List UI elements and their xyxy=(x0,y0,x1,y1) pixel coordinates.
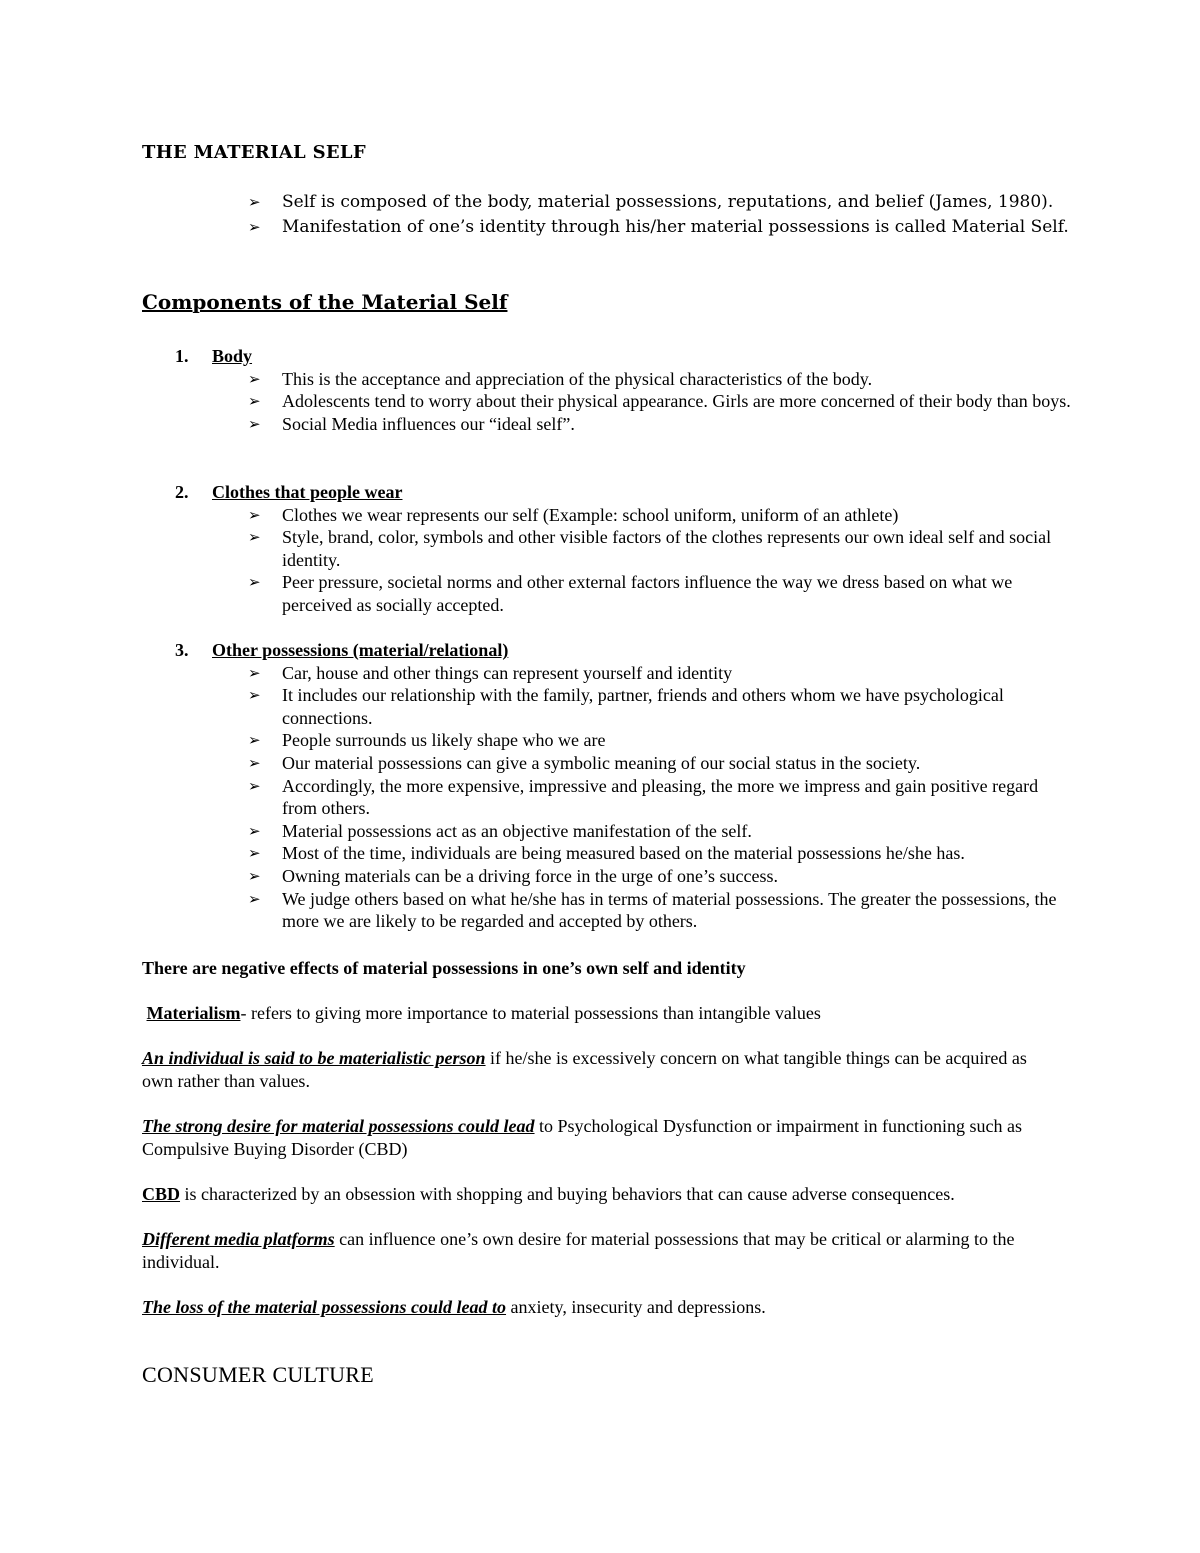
arrowhead-bullet-icon: ➢ xyxy=(248,686,261,705)
list-item: ➢ Most of the time, individuals are being measured based on the material possessions he/she has. xyxy=(248,843,965,864)
media-paragraph: Different media platforms can influence one’s own desire for material possessions that may be critical or alarming to the individual. xyxy=(142,1229,1015,1272)
list-item: ➢ This is the acceptance and appreciation of the physical characteristics of the body. xyxy=(248,368,873,389)
list-item: ➢ Style, brand, color, symbols and other visible factors of the clothes represents our own ideal self and social identity. xyxy=(248,527,1052,570)
arrowhead-bullet-icon: ➢ xyxy=(248,821,261,840)
arrowhead-bullet-icon: ➢ xyxy=(248,414,261,433)
arrowhead-bullet-icon: ➢ xyxy=(248,731,261,750)
negative-effects-heading: There are negative effects of material possessions in one’s own self and identity xyxy=(142,958,746,978)
arrowhead-bullet-icon: ➢ xyxy=(248,193,261,211)
section-list xyxy=(142,662,1072,933)
list-item: ➢ Manifestation of one’s identity through his/her material possessions is called Material Self. xyxy=(142,215,1072,240)
list-item: ➢ It includes our relationship with the family, partner, friends and others whom we have psychological connections. xyxy=(248,685,1004,728)
section-number: 1. xyxy=(175,346,189,366)
section-heading: 2. Clothes that people wear xyxy=(175,482,403,502)
arrowhead-bullet-icon: ➢ xyxy=(248,866,261,885)
list-item: ➢ Owning materials can be a driving force in the urge of one’s success. xyxy=(248,865,779,886)
intro-list xyxy=(142,190,1072,240)
section-heading: 3. Other possessions (material/relational) xyxy=(175,640,509,660)
arrowhead-bullet-icon: ➢ xyxy=(248,573,261,592)
section-body xyxy=(142,345,1072,435)
consumer-culture-heading: CONSUMER CULTURE xyxy=(142,1362,374,1387)
list-item: ➢ Accordingly, the more expensive, impressive and pleasing, the more we impress and gain positive regard from others. xyxy=(248,775,1039,819)
components-heading: Components of the Material Self xyxy=(142,290,508,314)
arrowhead-bullet-icon: ➢ xyxy=(248,753,261,772)
section-other-possessions xyxy=(142,639,1072,933)
list-item: ➢ Adolescents tend to worry about their physical appearance. Girls are more concerned of their body than boys. xyxy=(248,391,1071,412)
section-clothes xyxy=(142,481,1072,617)
arrowhead-bullet-icon: ➢ xyxy=(248,663,261,682)
arrowhead-bullet-icon: ➢ xyxy=(248,776,261,795)
cbd-paragraph: CBD is characterized by an obsession with shopping and buying behaviors that can cause adverse consequences. xyxy=(142,1184,955,1204)
section-list xyxy=(142,368,1072,436)
list-item: ➢ Clothes we wear represents our self (Example: school uniform, uniform of an athlete) xyxy=(248,504,899,525)
list-item: ➢ Our material possessions can give a symbolic meaning of our social status in the society. xyxy=(248,752,921,773)
desire-paragraph: The strong desire for material possessions could lead to Psychological Dysfunction or impairment in functioning such as Compulsive Buying Disorder (CBD) xyxy=(142,1116,1022,1159)
list-item: ➢ People surrounds us likely shape who we are xyxy=(248,730,606,751)
list-item: ➢ We judge others based on what he/she has in terms of material possessions. The greater the possessions, the more we are likely to be regarded and accepted by others. xyxy=(248,888,1057,932)
section-list xyxy=(142,504,1072,617)
list-item: ➢ Self is composed of the body, material possessions, reputations, and belief (James, 1980). xyxy=(142,190,1072,215)
materialism-paragraph: Materialism- refers to giving more importance to material possessions than intangible values xyxy=(146,1003,821,1023)
list-item: ➢ Car, house and other things can represent yourself and identity xyxy=(248,662,733,683)
arrowhead-bullet-icon: ➢ xyxy=(248,844,261,863)
loss-term: The loss of the material possessions could lead to xyxy=(142,1297,507,1317)
arrowhead-bullet-icon: ➢ xyxy=(248,528,261,547)
page-title: THE MATERIAL SELF xyxy=(142,142,366,163)
list-item: ➢ Social Media influences our “ideal self”. xyxy=(248,413,575,434)
materialistic-paragraph: An individual is said to be materialistic person if he/she is excessively concern on what tangible things can be acquired as own rather than values. xyxy=(142,1048,1027,1091)
section-heading: 1. Body xyxy=(175,346,253,366)
arrowhead-bullet-icon: ➢ xyxy=(248,505,261,524)
arrowhead-bullet-icon: ➢ xyxy=(248,889,261,908)
materialism-term: Materialism xyxy=(146,1003,241,1023)
section-number: 3. xyxy=(175,640,189,660)
desire-term: The strong desire for material possessions could lead xyxy=(142,1116,535,1136)
list-item: ➢ Peer pressure, societal norms and other external factors influence the way we dress based on what we perceived as socially accepted. xyxy=(248,572,1013,615)
loss-paragraph: The loss of the material possessions could lead to anxiety, insecurity and depressions. xyxy=(142,1297,766,1317)
materialistic-term: An individual is said to be materialistic person xyxy=(142,1048,486,1068)
list-item: ➢ Material possessions act as an objective manifestation of the self. xyxy=(248,820,752,841)
media-term: Different media platforms xyxy=(142,1229,335,1249)
arrowhead-bullet-icon: ➢ xyxy=(248,369,261,388)
cbd-term: CBD xyxy=(142,1184,181,1204)
section-number: 2. xyxy=(175,482,189,502)
arrowhead-bullet-icon: ➢ xyxy=(248,218,261,236)
arrowhead-bullet-icon: ➢ xyxy=(248,392,261,411)
